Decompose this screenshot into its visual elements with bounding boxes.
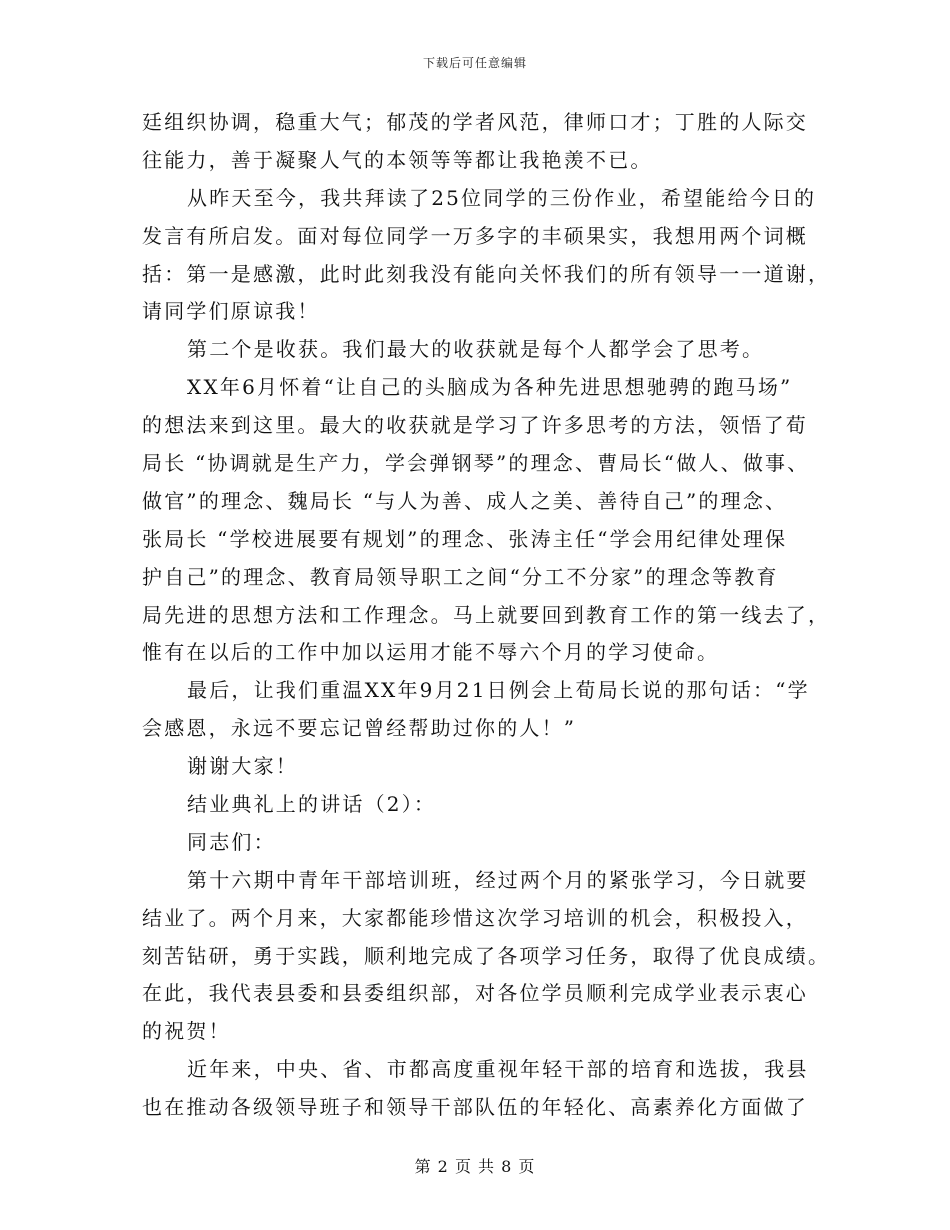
text-line: 刻苦钻研，勇于实践，顺利地完成了各项学习任务，取得了优良成绩。	[142, 943, 831, 968]
text-line: 惟有在以后的工作中加以运用才能不辱六个月的学习使命。	[142, 640, 720, 665]
text-line: 请同学们原谅我！	[142, 299, 320, 324]
text-line: 的想法来到这里。最大的收获就是学习了许多思考的方法，领悟了荀	[142, 413, 808, 438]
text-line: 张局长 “学校进展要有规划”的理念、张涛主任“学会用纪律处理保	[142, 526, 788, 551]
text-line: 括：第一是感激，此时此刻我没有能向关怀我们的所有领导一一道谢，	[142, 261, 831, 286]
text-line: 会感恩，永远不要忘记曾经帮助过你的人！”	[142, 716, 577, 741]
text-line: 结业了。两个月来，大家都能珍惜这次学习培训的机会，积极投入，	[142, 905, 808, 930]
text-line: 做官”的理念、魏局长 “与人为善、成人之美、善待自己”的理念、	[142, 488, 788, 513]
text-line: 发言有所启发。面对每位同学一万多字的丰硕果实，我想用两个词概	[142, 223, 808, 248]
page-number-footer: 第 2 页 共 8 页	[414, 1157, 536, 1176]
text-line: 最后，让我们重温XX年9月21日例会上荀局长说的那句话：“学	[187, 678, 810, 703]
page-header: 下载后可任意编辑	[422, 56, 527, 70]
text-line: 同志们：	[187, 829, 276, 854]
text-line: 护自己”的理念、教育局领导职工之间“分工不分家”的理念等教育	[142, 564, 779, 589]
text-line: 廷组织协调，稳重大气；郁茂的学者风范，律师口才；丁胜的人际交	[142, 110, 808, 134]
text-line: 局长 “协调就是生产力，学会弹钢琴”的理念、曹局长“做人、做事、	[142, 451, 810, 476]
text-line: 在此，我代表县委和县委组织部，对各位学员顺利完成学业表示衷心	[142, 981, 808, 1006]
document-body	[142, 104, 831, 1127]
text-line: 的祝贺！	[142, 1019, 231, 1044]
text-line: 也在推动各级领导班子和领导干部队伍的年轻化、高素养化方面做了	[142, 1095, 808, 1120]
text-line: 往能力，善于凝聚人气的本领等等都让我艳羡不已。	[142, 147, 653, 172]
text-line: 结业典礼上的讲话（2）：	[187, 792, 437, 817]
text-line: 第二个是收获。我们最大的收获就是每个人都学会了思考。	[187, 337, 765, 362]
text-line: 谢谢大家！	[187, 754, 298, 779]
text-line: 第十六期中青年干部培训班，经过两个月的紧张学习，今日就要	[187, 867, 809, 892]
text-line: XX年6月怀着“让自己的头脑成为各种先进思想驰骋的跑马场”	[187, 375, 793, 400]
text-line: 近年来，中央、省、市都高度重视年轻干部的培育和选拔，我县	[187, 1057, 809, 1082]
text-line: 从昨天至今，我共拜读了25位同学的三份作业，希望能给今日的	[187, 185, 817, 210]
text-line: 局先进的思想方法和工作理念。马上就要回到教育工作的第一线去了，	[142, 602, 831, 627]
